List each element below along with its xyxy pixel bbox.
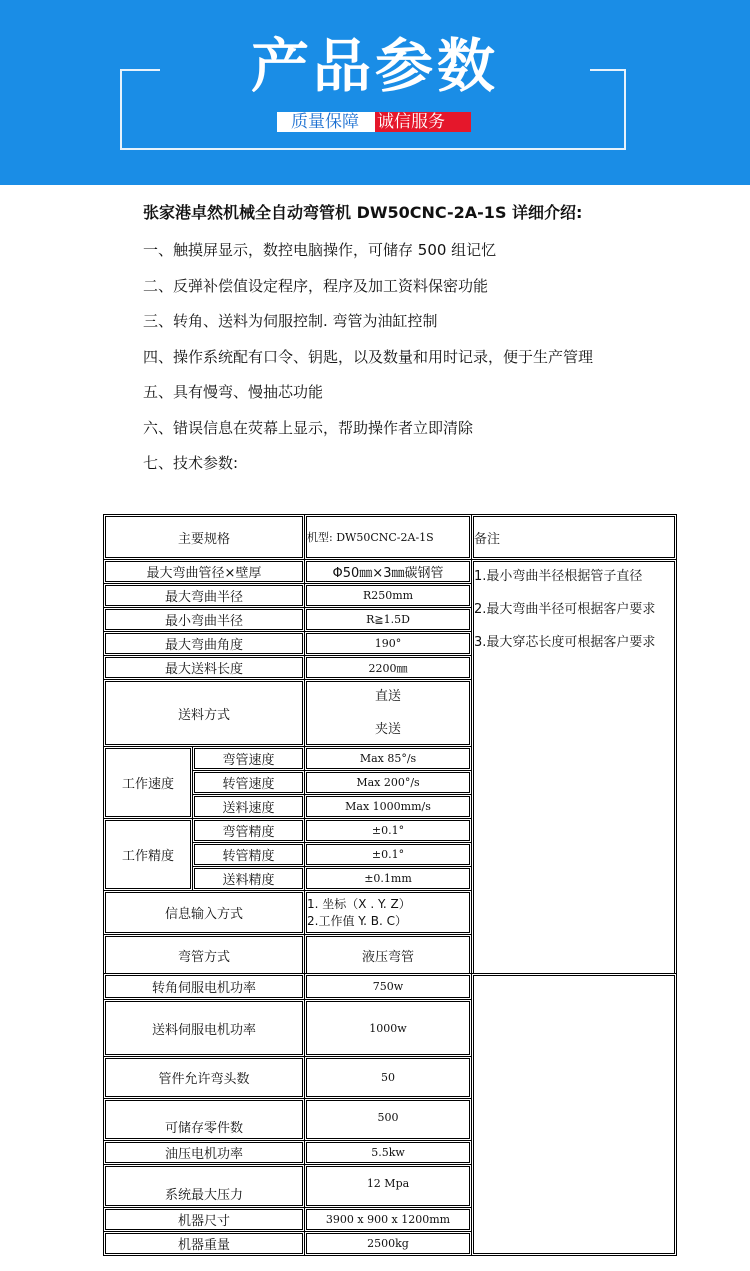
intro-item: 五、具有慢弯、慢抽芯功能 (143, 383, 324, 401)
spec-table (103, 514, 677, 976)
tagline-service: 诚信服务 (375, 112, 471, 132)
spec-label: 送料精度 (193, 867, 305, 891)
spec-value: R≧1.5D (305, 608, 472, 632)
intro-heading: 张家港卓然机械全自动弯管机 DW50CNC-2A-1S 详细介绍: (143, 203, 583, 222)
spec-value: 3900 x 900 x 1200mm (305, 1208, 472, 1232)
note-item: 1.最小弯曲半径根据管子直径 (474, 569, 643, 584)
banner-tagline (277, 112, 471, 132)
feed-value: 直送 (375, 689, 402, 704)
spec-value: Φ50㎜×3㎜碳钢管 (305, 560, 472, 584)
spec-label: 送料速度 (193, 795, 305, 819)
spec-label: 最大送料长度 (104, 656, 305, 680)
spec-label: 送料方式 (104, 680, 305, 747)
spec-label: 最大弯曲角度 (104, 632, 305, 656)
input-values (305, 891, 472, 935)
spec-label: 机器重量 (104, 1232, 305, 1256)
spec-label: 机器尺寸 (104, 1208, 305, 1232)
spec-value: 2500kg (305, 1232, 472, 1256)
frame-line (120, 148, 626, 150)
power-table (103, 973, 677, 1256)
feed-values (305, 680, 472, 747)
spec-label: 油压电机功率 (104, 1141, 305, 1165)
spec-value: ±0.1mm (305, 867, 472, 891)
model-header: 机型: DW50CNC-2A-1S (305, 515, 472, 560)
spec-label: 最大弯曲半径 (104, 584, 305, 608)
group-label: 工作精度 (104, 819, 193, 891)
intro-section (143, 200, 593, 482)
spec-value: 750w (305, 974, 472, 1000)
spec-label: 最小弯曲半径 (104, 608, 305, 632)
input-value: 2.工作值 Y. B. C） (307, 913, 408, 928)
spec-value: 1000w (305, 1000, 472, 1057)
spec-value: Max 85°/s (305, 747, 472, 771)
group-label: 工作速度 (104, 747, 193, 819)
spec-value: Max 200°/s (305, 771, 472, 795)
input-value: 1. 坐标（X . Y. Z） (307, 896, 411, 911)
spec-label: 送料伺服电机功率 (104, 1000, 305, 1057)
intro-item: 六、错误信息在荧幕上显示，帮助操作者立即清除 (143, 418, 474, 437)
intro-item: 七、技术参数: (143, 454, 239, 472)
intro-item: 三、转角、送料为伺服控制. 弯管为油缸控制 (143, 312, 438, 330)
spec-value: 50 (305, 1057, 472, 1099)
tagline-quality: 质量保障 (277, 112, 375, 132)
note-item: 2.最大弯曲半径可根据客户要求 (474, 602, 656, 617)
intro-item: 二、反弹补偿值设定程序，程序及加工资料保密功能 (143, 276, 489, 295)
banner-title: 产品参数 (250, 32, 499, 100)
spec-label: 可储存零件数 (104, 1099, 305, 1141)
spec-value: R250mm (305, 584, 472, 608)
spec-value: ±0.1° (305, 819, 472, 843)
spec-label: 转管速度 (193, 771, 305, 795)
empty-notes-cell (472, 974, 677, 1256)
intro-item: 一、触摸屏显示，数控电脑操作，可储存 500 组记忆 (143, 241, 497, 259)
feed-value: 夹送 (375, 722, 402, 737)
notes-header: 备注 (472, 515, 677, 560)
spec-value: 2200㎜ (305, 656, 472, 680)
spec-value: 5.5kw (305, 1141, 472, 1165)
spec-label: 最大弯曲管径×壁厚 (104, 560, 305, 584)
note-item: 3.最大穿芯长度可根据客户要求 (474, 635, 656, 650)
spec-value: 12 Mpa (305, 1165, 472, 1208)
spec-value: 液压弯管 (305, 935, 472, 976)
spec-label: 系统最大压力 (104, 1165, 305, 1208)
spec-label: 弯管速度 (193, 747, 305, 771)
header-banner (0, 0, 750, 185)
spec-value: 190° (305, 632, 472, 656)
spec-value: Max 1000mm/s (305, 795, 472, 819)
spec-label: 管件允许弯头数 (104, 1057, 305, 1099)
intro-item: 四、操作系统配有口令、钥匙，以及数量和用时记录，便于生产管理 (143, 347, 594, 366)
spec-label: 信息输入方式 (104, 891, 305, 935)
spec-label: 弯管精度 (193, 819, 305, 843)
spec-value: ±0.1° (305, 843, 472, 867)
spec-header: 主要规格 (104, 515, 305, 560)
notes-cell (472, 560, 677, 976)
spec-label: 转管精度 (193, 843, 305, 867)
spec-label: 转角伺服电机功率 (104, 974, 305, 1000)
spec-label: 弯管方式 (104, 935, 305, 976)
spec-value: 500 (305, 1099, 472, 1141)
